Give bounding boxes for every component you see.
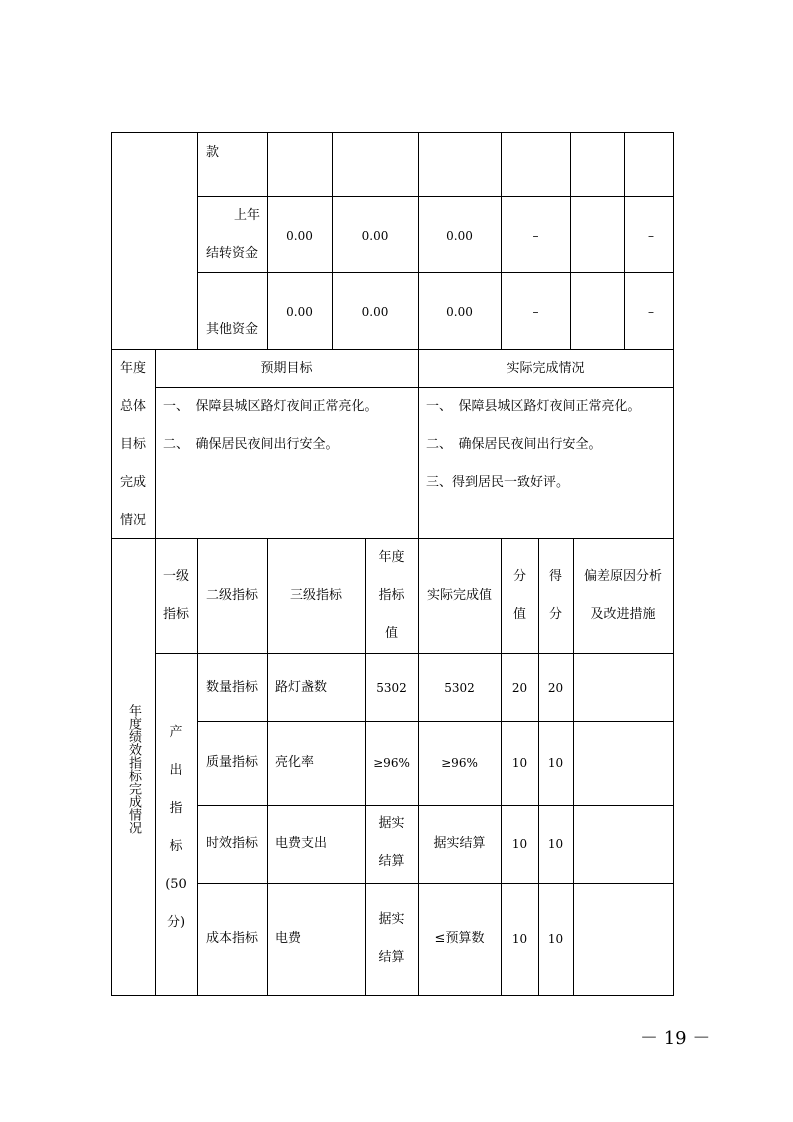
- indicator-value: 10: [511, 756, 528, 770]
- expected-goal-item: 二、 确保居民夜间出行安全。: [163, 437, 339, 452]
- actual-completion-item: 三、得到居民一致好评。: [426, 475, 570, 490]
- header-score-value: 分 值: [512, 569, 526, 622]
- actual-completion-item: 二、 确保居民夜间出行安全。: [426, 437, 602, 452]
- indicator-value: 10: [511, 837, 528, 851]
- header-actual-value: 实际完成值: [426, 588, 492, 603]
- indicator-level2: 质量指标: [205, 755, 258, 770]
- indicator-score: 10: [547, 837, 564, 851]
- output-indicator-label: 产 出 指 标 (50 分): [165, 725, 187, 930]
- indicator-actual: ≥96%: [441, 756, 478, 770]
- indicator-level3: 电费: [275, 931, 302, 946]
- carryover-value: 0.00: [361, 229, 389, 243]
- other-funds-value: 0.00: [361, 305, 389, 319]
- indicator-annual: ≥96%: [373, 756, 410, 770]
- other-funds-value: –: [532, 305, 539, 319]
- header-level2: 二级指标: [205, 588, 258, 603]
- other-funds-value: 0.00: [286, 305, 313, 319]
- indicator-actual: ≤预算数: [434, 931, 485, 946]
- carryover-value: –: [648, 229, 654, 243]
- kuan-label: 款: [206, 145, 220, 160]
- indicator-section-label: 年度绩效指标完成情况: [126, 704, 141, 834]
- indicator-level2: 数量指标: [205, 680, 258, 695]
- indicator-actual: 据实结算: [433, 836, 486, 851]
- carryover-label-line2: 结转资金: [206, 246, 259, 261]
- expected-goal-header: 预期目标: [260, 361, 313, 376]
- indicator-annual: 据实 结算: [378, 816, 405, 869]
- indicator-value: 10: [511, 932, 528, 946]
- carryover-value: 0.00: [446, 229, 473, 243]
- other-funds-value: –: [648, 305, 654, 319]
- carryover-value: 0.00: [286, 229, 313, 243]
- goals-row-label: 年度 总体 目标 完成 情况: [119, 361, 146, 528]
- actual-completion-header: 实际完成情况: [506, 361, 585, 376]
- page-number: － 19 －: [640, 1028, 711, 1049]
- indicator-annual: 5302: [376, 681, 407, 695]
- header-score-got: 得 分: [548, 569, 562, 622]
- other-funds-value: 0.00: [446, 305, 473, 319]
- other-funds-label: 其他资金: [206, 322, 259, 337]
- actual-completion-item: 一、 保障县城区路灯夜间正常亮化。: [426, 399, 641, 414]
- header-deviation: 偏差原因分析 及改进措施: [583, 569, 662, 622]
- carryover-value: –: [532, 229, 539, 243]
- indicator-level3: 电费支出: [275, 836, 328, 851]
- indicator-score: 20: [547, 681, 564, 695]
- indicator-level2: 成本指标: [205, 931, 258, 946]
- indicator-level3: 亮化率: [275, 755, 315, 770]
- indicator-value: 20: [511, 681, 528, 695]
- indicator-score: 10: [547, 756, 564, 770]
- indicator-actual: 5302: [444, 681, 475, 695]
- carryover-label-line1: 上年: [234, 208, 261, 223]
- header-annual-target: 年度 指标 值: [378, 550, 405, 641]
- indicator-annual: 据实 结算: [378, 912, 405, 965]
- header-level1: 一级 指标: [162, 569, 189, 622]
- expected-goal-item: 一、 保障县城区路灯夜间正常亮化。: [163, 399, 378, 414]
- indicator-score: 10: [547, 932, 564, 946]
- indicator-level3: 路灯盏数: [275, 680, 328, 695]
- header-level3: 三级指标: [289, 588, 342, 603]
- indicator-level2: 时效指标: [205, 836, 258, 851]
